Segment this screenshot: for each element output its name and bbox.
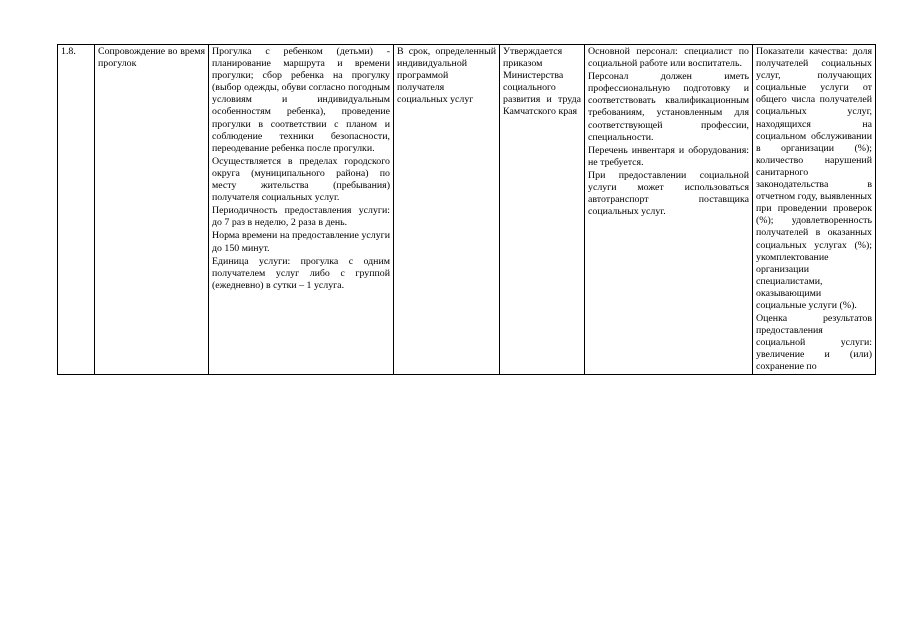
conditions-paragraph: При предоставлении социальной услуги может использоваться автотранспорт поставщика социальных услуг. — [588, 169, 749, 218]
service-name: Сопровождение во время прогулок — [98, 46, 205, 70]
content-paragraph: Единица услуги: прогулка с одним получателем услуг либо с группой (ежедневно) в сутки – 1 услуга. — [212, 255, 390, 291]
content-paragraph: Периодичность предоставления услуги: до 7 раз в неделю, 2 раза в день. — [212, 205, 390, 229]
content-paragraph: Прогулка с ребенком (детьми) - планирование маршрута и времени прогулки; сбор ребенка на прогулку (выбор одежды, обуви согласно погодным условиям и индивидуальным особенностям ребенка), проведение прогулки в соответствии с планом и соблюдение техники безопасности, переодевание ребенка после прогулки. — [212, 46, 390, 154]
service-term-cell — [394, 45, 500, 375]
quality-indicators-cell — [753, 45, 876, 375]
conditions-paragraph: Основной персонал: специалист по социальной работе или воспитатель. — [588, 46, 749, 70]
quality-paragraph: Оценка результатов предоставления социальной услуги: увеличение и (или) сохранение по — [756, 313, 872, 373]
service-name-cell — [95, 45, 209, 375]
service-term: В срок, определенный индивидуальной программой получателя социальных услуг — [397, 46, 496, 106]
table-row — [58, 45, 876, 375]
conditions-paragraph: Персонал должен иметь профессиональную подготовку и соответствовать квалификационным требованиям, установленным для соответствующей профессии, специальности. — [588, 71, 749, 143]
service-content-cell — [209, 45, 394, 375]
quality-paragraph: Показатели качества: доля получателей социальных услуг, получающих социальные услуги от общего числа получателей социальных услуг, находящихся на социальном обслуживании в организации (%); количество нарушений санитарного законодательства в отчетном году, выявленных при проведении проверок (%); удовлетворенность получателей в оказанных социальных услугах (%); укомплектование организации специалистами, оказывающими социальные услуги (%). — [756, 46, 872, 311]
row-number: 1.8. — [61, 46, 76, 57]
services-table — [57, 44, 876, 375]
service-tariff-cell — [500, 45, 585, 375]
content-paragraph: Осуществляется в пределах городского округа (муниципального района) по месту жительства (пребывания) получателя социальных услуг. — [212, 155, 390, 204]
service-conditions-cell — [585, 45, 753, 375]
service-tariff: Утверждается приказом Министерства социального развития и труда Камчатского края — [503, 46, 581, 118]
row-number-cell — [58, 45, 95, 375]
content-paragraph: Норма времени на предоставление услуги до 150 минут. — [212, 230, 390, 254]
conditions-paragraph: Перечень инвентаря и оборудования: не требуется. — [588, 144, 749, 168]
